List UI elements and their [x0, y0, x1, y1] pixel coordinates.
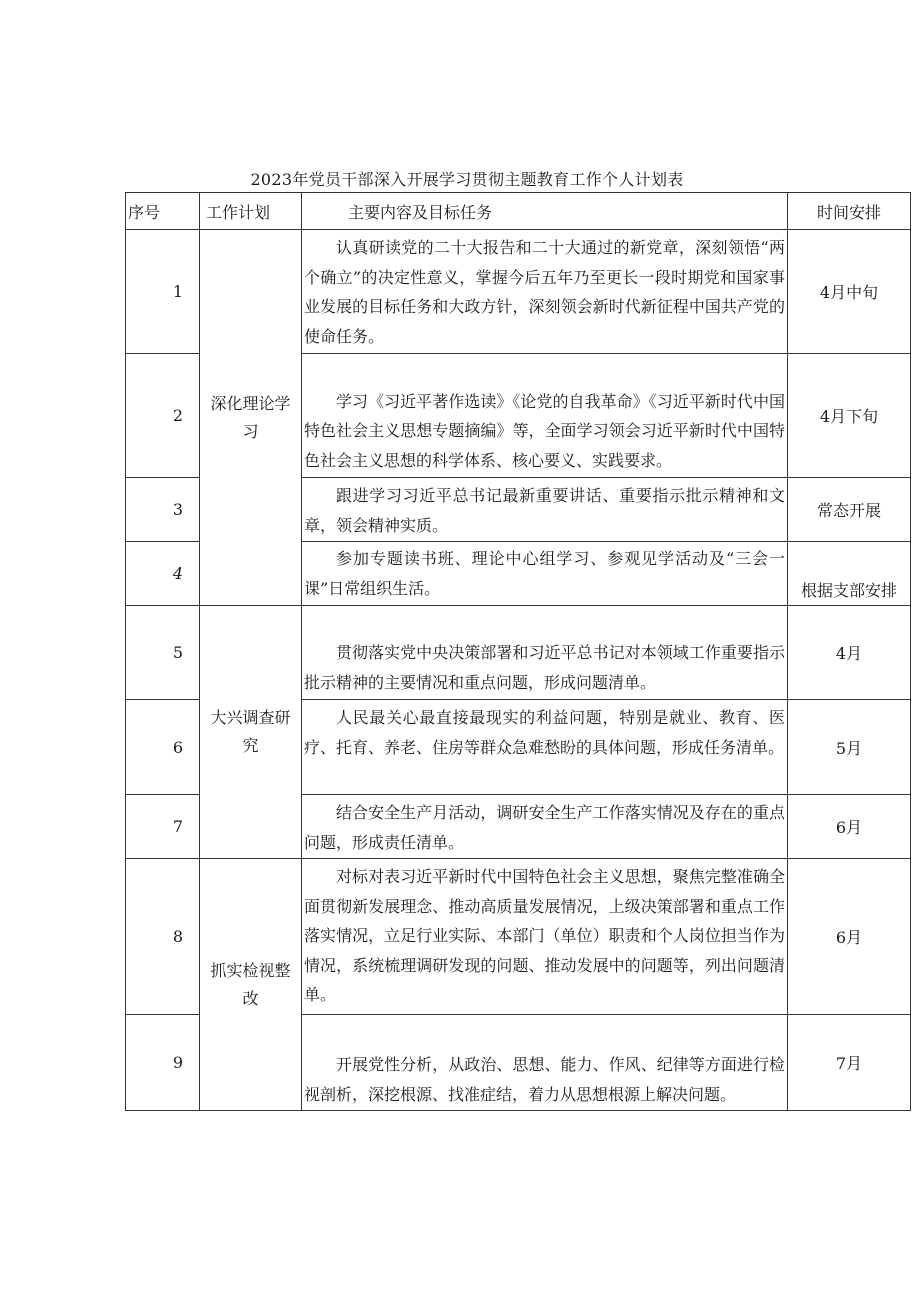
row-content — [302, 542, 788, 606]
row-seq: 8 — [126, 859, 200, 1015]
row-time: 根据支部安排 — [788, 542, 911, 606]
row-time: 7月 — [788, 1015, 911, 1111]
row-content-text: 结合安全生产月活动，调研安全生产工作落实情况及存在的重点问题，形成责任清单。 — [304, 803, 785, 852]
row-seq: 4 — [126, 542, 200, 606]
row-seq: 1 — [126, 230, 200, 354]
row-content — [302, 606, 788, 700]
row-seq: 7 — [126, 795, 200, 859]
row-content — [302, 1015, 788, 1111]
row-time: 4月 — [788, 606, 911, 700]
table-row — [126, 230, 911, 354]
header-seq: 序号 — [126, 193, 200, 230]
row-content-text: 开展党性分析，从政治、思想、能力、作风、纪律等方面进行检视剖析，深挖根源、找准症结，着力从思想根源上解决问题。 — [304, 1055, 785, 1104]
category-cell: 大兴调查研究 — [200, 606, 302, 859]
row-time: 常态开展 — [788, 478, 911, 542]
row-content-text: 认真研读党的二十大报告和二十大通过的新党章，深刻领悟“两个确立”的决定性意义，掌握今后五年乃至更长一段时期党和国家事业发展的目标任务和大政方针，深刻领会新时代新征程中国共产党的使命任务。 — [304, 238, 785, 346]
row-content-text: 人民最关心最直接最现实的利益问题，特别是就业、教育、医疗、托育、养老、住房等群众急难愁盼的具体问题，形成任务清单。 — [304, 708, 785, 757]
row-content-text: 参加专题读书班、理论中心组学习、参观见学活动及“三会一课”日常组织生活。 — [304, 549, 785, 598]
table-row — [126, 859, 911, 1015]
row-content-text: 学习《习近平著作选读》《论党的自我革命》《习近平新时代中国特色社会主义思想专题摘编》等，全面学习领会习近平新时代中国特色社会主义思想的科学体系、核心要义、实践要求。 — [304, 391, 785, 470]
table-header-row — [126, 193, 911, 230]
plan-table — [125, 192, 911, 1111]
category-cell: 抓实检视整改 — [200, 859, 302, 1111]
category-cell: 深化理论学习 — [200, 230, 302, 606]
row-content — [302, 230, 788, 354]
row-content-text: 跟进学习习近平总书记最新重要讲话、重要指示批示精神和文章，领会精神实质。 — [304, 486, 785, 535]
row-time: 5月 — [788, 700, 911, 795]
page-title: 2023年党员干部深入开展学习贯彻主题教育工作个人计划表 — [250, 170, 684, 189]
row-content-text: 对标对表习近平新时代中国特色社会主义思想，聚焦完整准确全面贯彻新发展理念、推动高质量发展情况，上级决策部署和重点工作落实情况，立足行业实际、本部门（单位）职责和个人岗位担当作为情况，系统梳理调研发现的问题、推动发展中的问题等，列出问题清单。 — [304, 867, 785, 1004]
row-content-text: 贯彻落实党中央决策部署和习近平总书记对本领域工作重要指示批示精神的主要情况和重点问题，形成问题清单。 — [304, 643, 785, 692]
row-seq: 6 — [126, 700, 200, 795]
header-time: 时间安排 — [788, 193, 911, 230]
row-time: 6月 — [788, 859, 911, 1015]
row-seq: 5 — [126, 606, 200, 700]
header-plan: 工作计划 — [200, 193, 302, 230]
row-content — [302, 859, 788, 1015]
row-content — [302, 795, 788, 859]
row-time: 4月下旬 — [788, 354, 911, 478]
row-seq: 2 — [126, 354, 200, 478]
row-content — [302, 354, 788, 478]
row-time: 4月中旬 — [788, 230, 911, 354]
row-seq: 9 — [126, 1015, 200, 1111]
row-seq: 3 — [126, 478, 200, 542]
row-content — [302, 700, 788, 795]
table-row — [126, 606, 911, 700]
header-content: 主要内容及目标任务 — [302, 193, 788, 230]
row-time: 6月 — [788, 795, 911, 859]
row-content — [302, 478, 788, 542]
